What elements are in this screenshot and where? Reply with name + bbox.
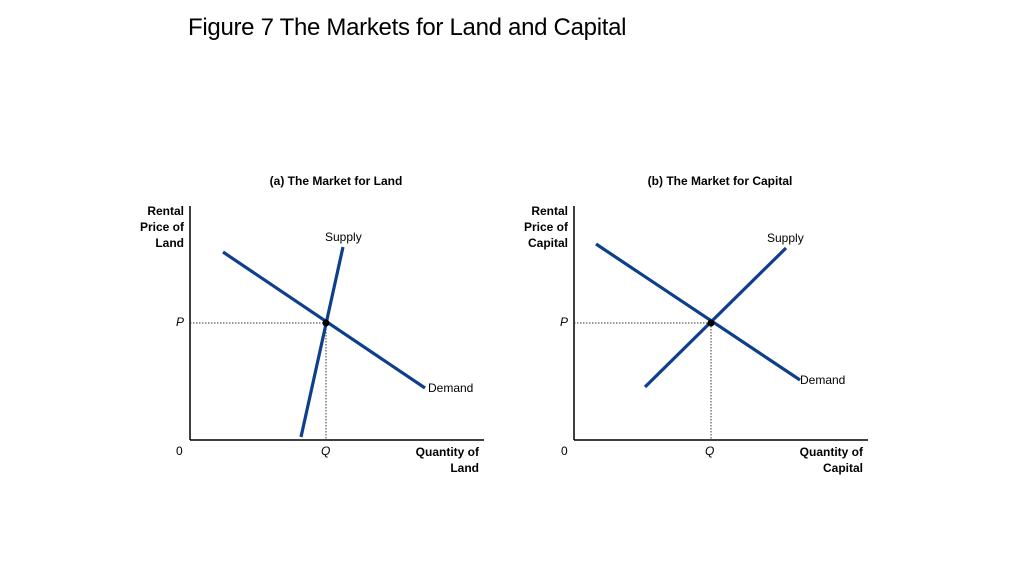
panel-b-quantity-label: Q	[705, 444, 715, 458]
panel-a-supply-curve	[301, 247, 343, 437]
panel-b-diagram	[574, 206, 868, 440]
panel-a-equilibrium-point	[323, 320, 330, 327]
panel-a-y-axis-label-line: Rental	[147, 204, 184, 218]
panel-b-equilibrium-point	[708, 320, 715, 327]
page-title: Figure 7 The Markets for Land and Capital	[188, 14, 627, 41]
panel-a-origin-label: 0	[176, 444, 183, 458]
panel-a-y-axis-label-line: Price of	[139, 220, 184, 234]
panel-b-x-axis-label-line: Quantity of	[799, 445, 863, 459]
panel-a-supply-label: Supply	[325, 230, 362, 244]
panel-a-title: (a) The Market for Land	[269, 174, 403, 188]
panel-b-supply-curve	[645, 248, 786, 387]
panel-a-price-label: P	[176, 315, 185, 329]
panel-b-y-axis-label-line: Capital	[527, 236, 568, 250]
panel-b-title: (b) The Market for Capital	[647, 174, 793, 188]
panel-b-x-axis-label-line: Capital	[822, 461, 863, 475]
panel-a-demand-label: Demand	[428, 381, 474, 395]
panel-b-y-axis-label-line: Price of	[523, 220, 568, 234]
panel-b-y-axis-label-line: Rental	[531, 204, 568, 218]
panel-a-diagram	[190, 206, 484, 440]
panel-a-y-axis-label-line: Land	[155, 236, 184, 250]
panel-a-quantity-label: Q	[321, 444, 331, 458]
panel-b-price-label: P	[560, 315, 569, 329]
panel-a-x-axis-label-line: Quantity of	[415, 445, 479, 459]
panel-b-origin-label: 0	[561, 444, 568, 458]
panel-b-supply-label: Supply	[767, 231, 804, 245]
panel-a-x-axis-label-line: Land	[450, 461, 479, 475]
panel-a-demand-curve	[223, 252, 425, 388]
panel-b-demand-label: Demand	[800, 373, 846, 387]
